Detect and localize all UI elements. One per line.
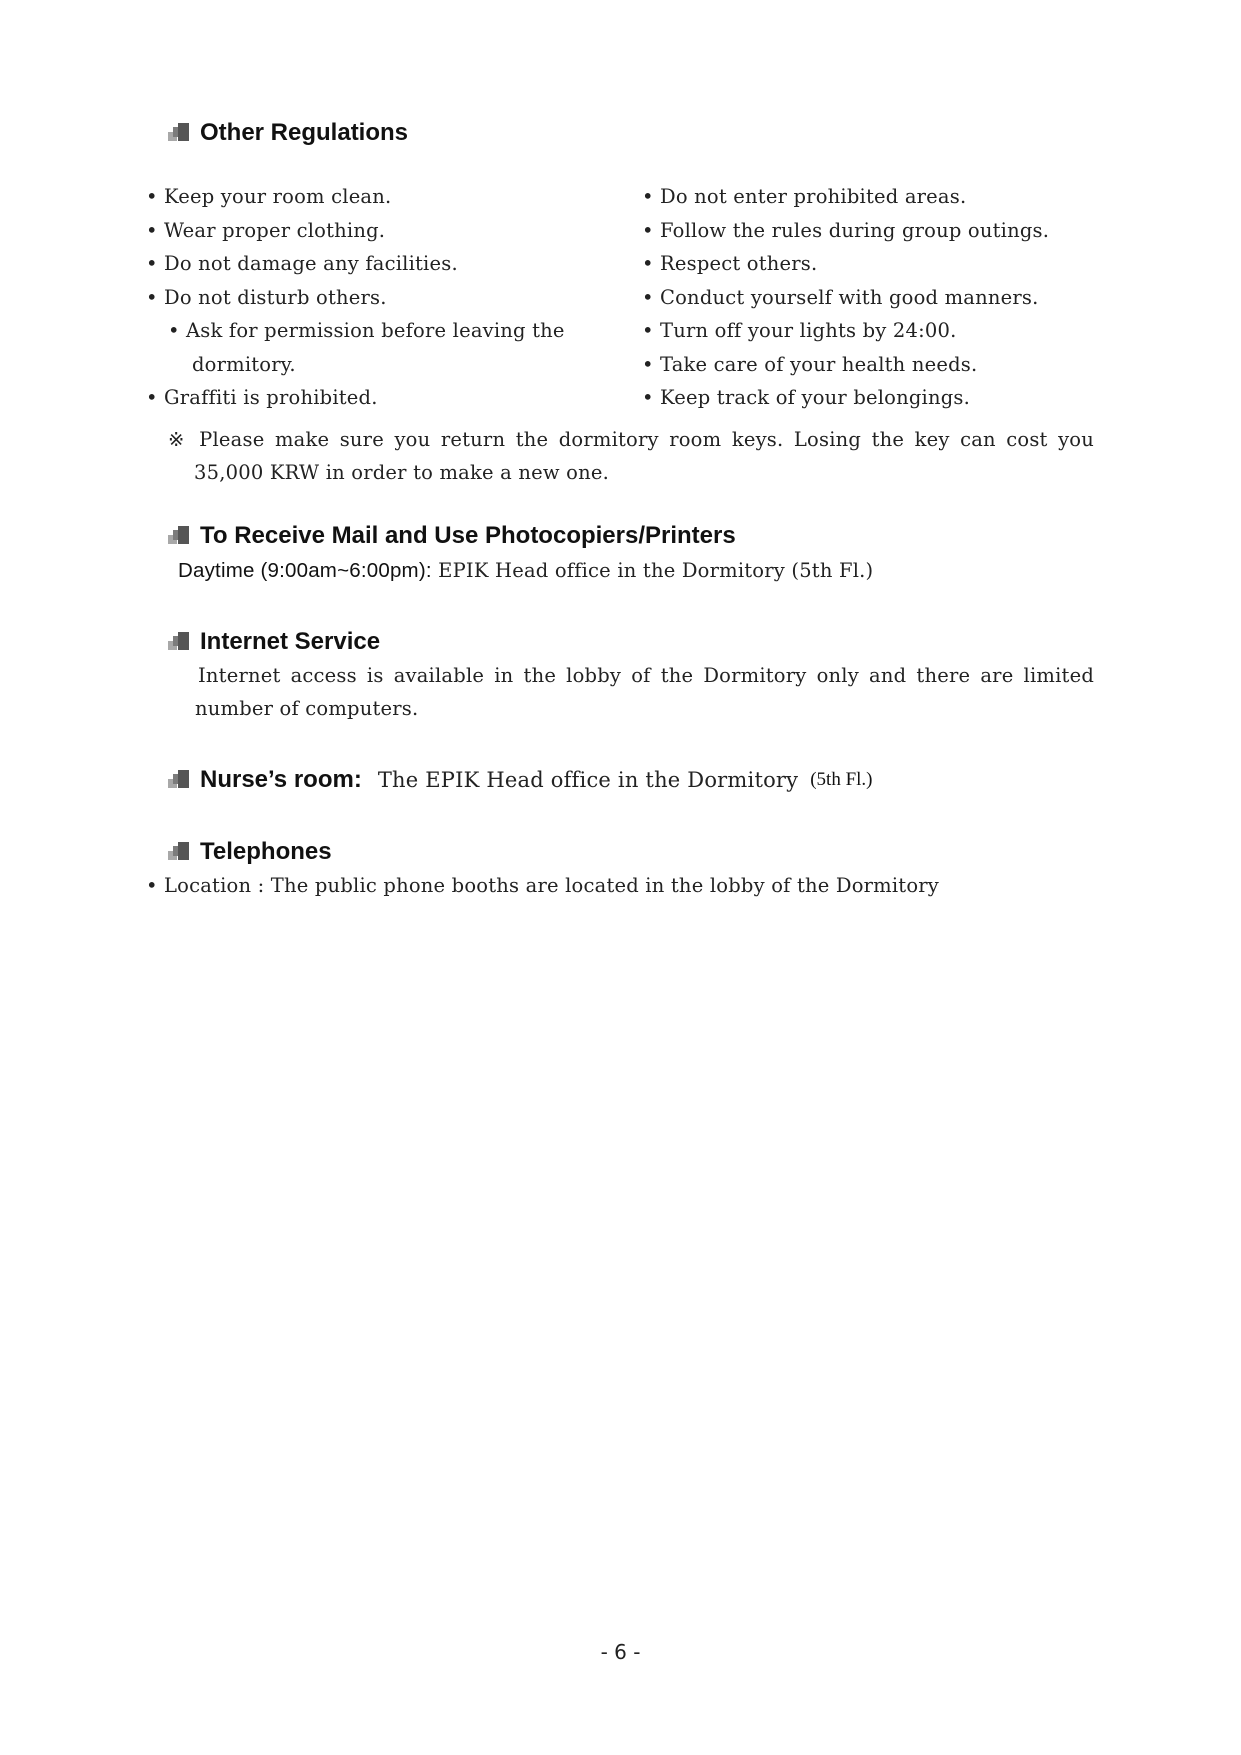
list-item-text: Follow the rules during group outings. [660, 218, 1050, 242]
list-item-text: Take care of your health needs. [660, 352, 978, 376]
stacked-squares-icon [168, 123, 190, 143]
nurse-floor-text: (5th Fl.) [810, 769, 873, 790]
sub-list-item-continuation: dormitory. [192, 352, 296, 376]
note-line-2: 35,000 KRW in order to make a new one. [194, 461, 609, 484]
stacked-squares-icon [168, 842, 190, 862]
nurse-location-text: The EPIK Head office in the Dormitory [377, 768, 799, 792]
list-item [642, 214, 1049, 248]
list-item [642, 247, 1049, 281]
telephones-location [146, 874, 939, 897]
list-item-text: Graffiti is prohibited. [164, 386, 378, 409]
bullet: • [642, 319, 654, 342]
list-item-text: Do not enter prohibited areas. [660, 185, 967, 208]
list-item-text: Turn off your lights by 24:00. [660, 319, 957, 342]
heading-telephones [168, 838, 332, 866]
internet-text-line-2: number of computers. [195, 697, 419, 720]
heading-label: Internet Service [200, 628, 381, 655]
note-text: Please make sure you return the dormitory room keys. Losing the key can cost you [199, 428, 1095, 451]
sub-list-item [146, 314, 565, 348]
bullet: • [642, 352, 654, 376]
regulations-right-column [642, 180, 1049, 415]
regulations-left-column [146, 180, 565, 415]
bullet: • [642, 285, 654, 309]
bullet: • [146, 218, 158, 242]
bullet: • [146, 386, 158, 409]
bullet: • [642, 386, 654, 409]
heading-label: Other Regulations [200, 119, 409, 146]
bullet: • [642, 252, 654, 275]
stacked-squares-icon [168, 632, 190, 652]
list-item [642, 281, 1049, 315]
list-item-text: Keep your room clean. [164, 185, 392, 208]
stacked-squares-icon [168, 526, 190, 546]
list-item-text: Do not disturb others. [164, 285, 387, 309]
heading-label: Telephones [200, 838, 332, 865]
list-item [642, 348, 1049, 382]
key-return-note [168, 423, 1094, 489]
list-item [642, 180, 1049, 214]
telephones-location-text: Location : The public phone booths are located in the lobby of the Dormitory [164, 874, 940, 897]
heading-other-regulations [168, 119, 408, 147]
bullet: • [642, 218, 654, 242]
reference-mark: ※ [168, 428, 189, 451]
heading-nurses-room [168, 766, 873, 794]
bullet: • [146, 285, 158, 309]
internet-text-line-1: Internet access is available in the lobby of the Dormitory only and there are limited [198, 664, 1094, 687]
mail-location-text: EPIK Head office in the Dormitory (5th Fl.) [438, 559, 874, 582]
page-number: - 6 - [600, 1640, 641, 1664]
bullet: • [642, 185, 654, 208]
list-item-text: Do not damage any facilities. [164, 252, 458, 275]
stacked-squares-icon [168, 770, 190, 790]
heading-internet-service [168, 628, 380, 656]
bullet: • [168, 319, 180, 342]
list-item [642, 314, 1049, 348]
heading-label: To Receive Mail and Use Photocopiers/Printers [200, 522, 736, 549]
list-item [146, 281, 565, 315]
list-item-text: Keep track of your belongings. [660, 386, 971, 409]
list-item-text: Ask for permission before leaving the [186, 319, 565, 342]
bullet: • [146, 185, 158, 208]
list-item-text: Conduct yourself with good manners. [660, 285, 1039, 309]
bullet: • [146, 874, 158, 897]
mail-hours-label: Daytime (9:00am~6:00pm): [178, 559, 432, 582]
heading-label: Nurse’s room: [200, 766, 362, 793]
heading-mail-printers [168, 522, 736, 550]
list-item [146, 247, 565, 281]
list-item [146, 214, 565, 248]
list-item-text: Respect others. [660, 252, 818, 275]
list-item [146, 381, 565, 415]
mail-info [178, 559, 873, 583]
bullet: • [146, 252, 158, 275]
note-line-1 [168, 423, 1094, 456]
list-item [146, 180, 565, 214]
list-item-text: Wear proper clothing. [164, 218, 386, 242]
list-item [642, 381, 1049, 415]
